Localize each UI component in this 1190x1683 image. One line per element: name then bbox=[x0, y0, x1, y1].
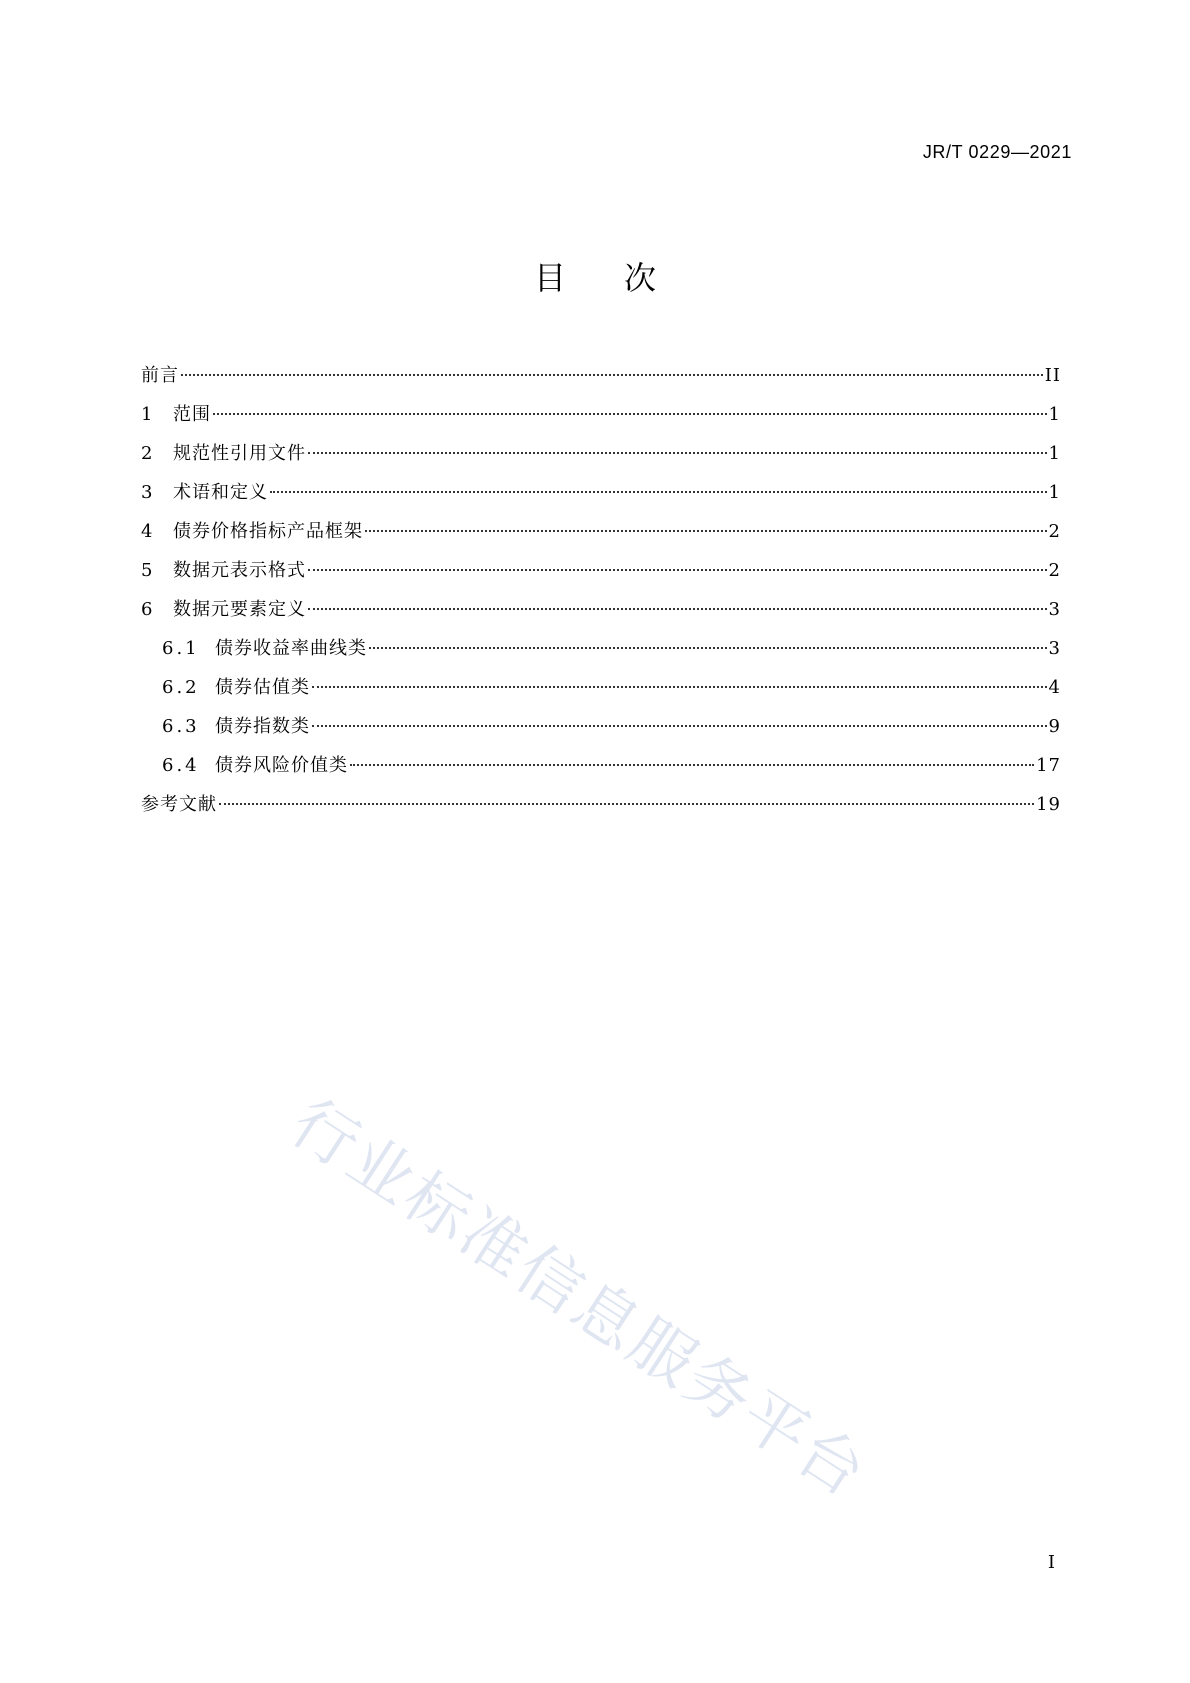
toc-entry-number: 3 bbox=[141, 482, 154, 503]
toc-entry-label: 参考文献 bbox=[141, 794, 217, 815]
toc-entry-label: 债券价格指标产品框架 bbox=[173, 521, 363, 542]
toc-entry-6-2[interactable] bbox=[141, 668, 1061, 707]
table-of-contents bbox=[141, 356, 1061, 824]
toc-entry-preface[interactable] bbox=[141, 356, 1061, 395]
toc-entry-page: 1 bbox=[1048, 443, 1061, 464]
dot-leader bbox=[181, 374, 1043, 376]
toc-entry-label: 债券风险价值类 bbox=[215, 755, 348, 776]
dot-leader bbox=[308, 452, 1047, 454]
toc-entry-label: 前言 bbox=[141, 365, 179, 386]
dot-leader bbox=[350, 764, 1034, 766]
toc-entry-number: 6.1 bbox=[162, 638, 200, 659]
toc-entry-number: 2 bbox=[141, 443, 154, 464]
watermark-text: 行业标准信息服务平台 bbox=[277, 1085, 881, 1513]
toc-entry-6-4[interactable] bbox=[141, 746, 1061, 785]
toc-entry-number: 6.3 bbox=[162, 716, 200, 737]
toc-entry-number: 6.4 bbox=[162, 755, 200, 776]
toc-entry-1[interactable] bbox=[141, 395, 1061, 434]
toc-entry-2[interactable] bbox=[141, 434, 1061, 473]
document-code: JR/T 0229—2021 bbox=[922, 142, 1072, 162]
page-number: I bbox=[1047, 1552, 1055, 1573]
toc-entry-page: 9 bbox=[1048, 716, 1061, 737]
dot-leader bbox=[312, 686, 1047, 688]
dot-leader bbox=[213, 413, 1047, 415]
toc-entry-label: 数据元要素定义 bbox=[173, 599, 306, 620]
toc-entry-page: 3 bbox=[1048, 638, 1061, 659]
toc-entry-3[interactable] bbox=[141, 473, 1061, 512]
toc-entry-page: 1 bbox=[1048, 482, 1061, 503]
toc-entry-label: 数据元表示格式 bbox=[173, 560, 306, 581]
toc-entry-label: 债券收益率曲线类 bbox=[215, 638, 367, 659]
dot-leader bbox=[308, 569, 1047, 571]
toc-entry-6-1[interactable] bbox=[141, 629, 1061, 668]
toc-entry-label: 债券估值类 bbox=[215, 677, 310, 698]
dot-leader bbox=[308, 608, 1047, 610]
page-title: 目次 bbox=[533, 259, 714, 297]
toc-entry-page: II bbox=[1044, 365, 1061, 386]
toc-entry-page: 4 bbox=[1048, 677, 1061, 698]
toc-entry-label: 范围 bbox=[173, 404, 211, 425]
toc-entry-number: 6 bbox=[141, 599, 154, 620]
toc-entry-page: 2 bbox=[1048, 521, 1061, 542]
toc-entry-number: 4 bbox=[141, 521, 154, 542]
toc-entry-label: 术语和定义 bbox=[173, 482, 268, 503]
toc-entry-references[interactable] bbox=[141, 785, 1061, 824]
toc-entry-page: 1 bbox=[1048, 404, 1061, 425]
toc-entry-label: 规范性引用文件 bbox=[173, 443, 306, 464]
toc-entry-label: 债券指数类 bbox=[215, 716, 310, 737]
toc-entry-page: 2 bbox=[1048, 560, 1061, 581]
toc-entry-number: 6.2 bbox=[162, 677, 200, 698]
toc-entry-6-3[interactable] bbox=[141, 707, 1061, 746]
dot-leader bbox=[219, 803, 1034, 805]
toc-entry-page: 19 bbox=[1036, 794, 1061, 815]
toc-entry-4[interactable] bbox=[141, 512, 1061, 551]
toc-entry-page: 3 bbox=[1048, 599, 1061, 620]
dot-leader bbox=[369, 647, 1047, 649]
toc-entry-5[interactable] bbox=[141, 551, 1061, 590]
dot-leader bbox=[312, 725, 1047, 727]
dot-leader bbox=[270, 491, 1047, 493]
toc-entry-6[interactable] bbox=[141, 590, 1061, 629]
toc-entry-number: 5 bbox=[141, 560, 154, 581]
toc-entry-page: 17 bbox=[1036, 755, 1061, 776]
dot-leader bbox=[365, 530, 1047, 532]
toc-entry-number: 1 bbox=[141, 404, 154, 425]
